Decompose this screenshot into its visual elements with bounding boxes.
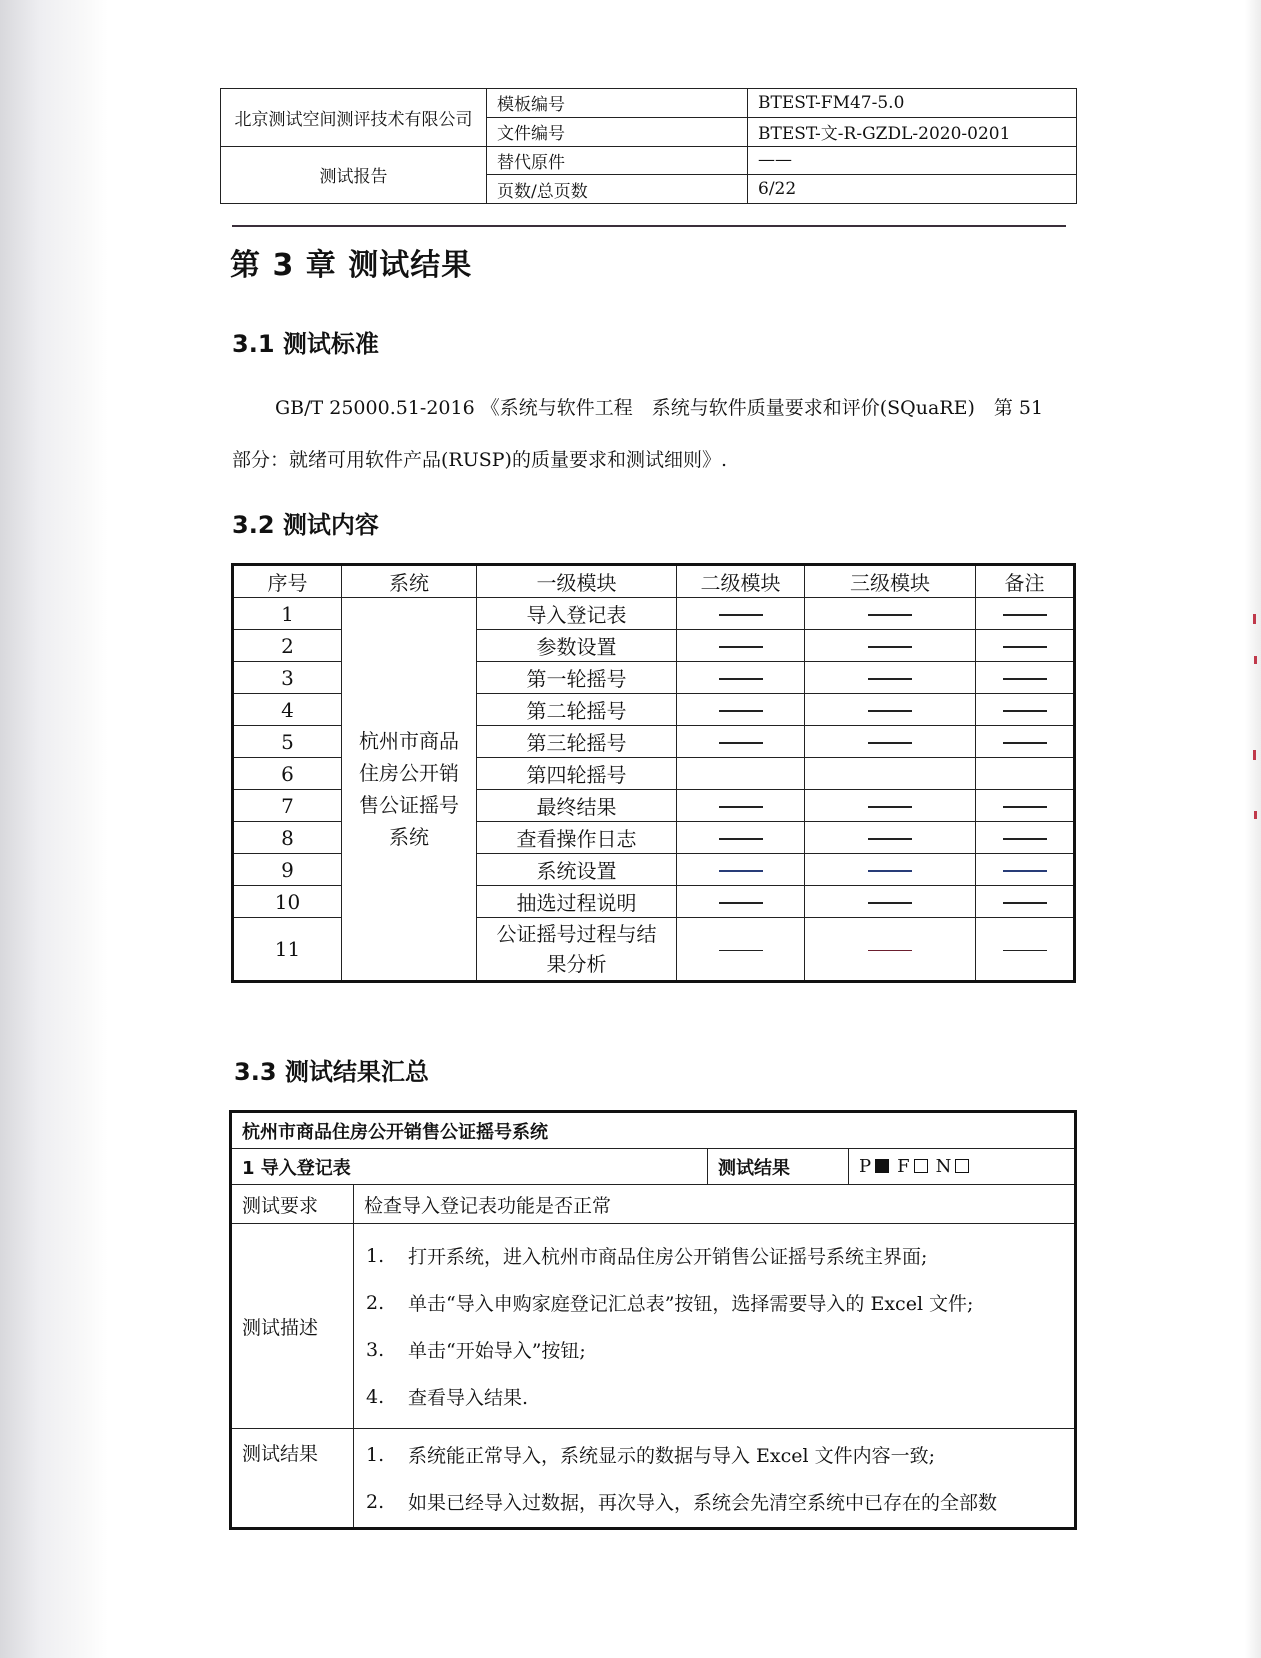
row-number: 6: [233, 758, 342, 790]
table-header-row: [233, 565, 1075, 598]
empty-dash-cell: [805, 918, 976, 982]
dash-mark: [719, 838, 763, 840]
step-number: 3.: [366, 1338, 385, 1361]
dash-mark: [868, 806, 912, 808]
empty-dash-cell: [976, 918, 1075, 982]
dash-mark: [1003, 902, 1047, 904]
description-label: 测试描述: [231, 1224, 354, 1429]
empty-dash-cell: [677, 918, 805, 982]
row-number: 5: [233, 726, 342, 758]
empty-dash-cell: [976, 694, 1075, 726]
step-number: 1.: [366, 1443, 385, 1466]
result-text-label: 测试结果: [231, 1429, 354, 1529]
module-name: 最终结果: [477, 790, 677, 822]
dash-mark: [1003, 870, 1047, 872]
list-item: [366, 1232, 1064, 1279]
scan-mark: [1253, 750, 1256, 760]
step-text: 查看导入结果.: [408, 1387, 529, 1409]
system-name-cell: [342, 598, 477, 982]
step-text: 单击“开始导入”按钮;: [408, 1340, 586, 1362]
header-label-template-no: 模板编号: [487, 89, 748, 118]
row-number: 4: [233, 694, 342, 726]
header-value-pages: 6/22: [748, 175, 1077, 204]
empty-dash-cell: [677, 598, 805, 630]
pass-checkbox-checked-icon: [875, 1159, 889, 1173]
col-header: 备注: [976, 565, 1075, 598]
row-number: 9: [233, 854, 342, 886]
row-number: 2: [233, 630, 342, 662]
col-header: 系统: [342, 565, 477, 598]
step-text: 系统能正常导入，系统显示的数据与导入 Excel 文件内容一致;: [408, 1445, 936, 1467]
step-text: 如果已经导入过数据，再次导入，系统会先清空系统中已存在的全部数: [408, 1492, 998, 1514]
step-text: 单击“导入申购家庭登记汇总表”按钮，选择需要导入的 Excel 文件;: [408, 1293, 974, 1315]
empty-dash-cell: [805, 598, 976, 630]
empty-dash-cell: [976, 790, 1075, 822]
dash-mark: [719, 678, 763, 680]
fail-label: F: [897, 1156, 910, 1177]
col-header: 二级模块: [677, 565, 805, 598]
header-label-replaces: 替代原件: [487, 146, 748, 175]
empty-dash-cell: [976, 886, 1075, 918]
list-item: [366, 1326, 1064, 1373]
standard-text-line1: GB/T 25000.51-2016 《系统与软件工程 系统与软件质量要求和评价(SQuaRE) 第 51: [275, 397, 1044, 419]
dash-mark: [1003, 710, 1047, 712]
empty-dash-cell: [677, 630, 805, 662]
system-name-line: 系统: [389, 825, 429, 849]
dash-mark: [1003, 678, 1047, 680]
system-name-row: 杭州市商品住房公开销售公证摇号系统: [231, 1112, 1076, 1149]
empty-dash-cell: [805, 854, 976, 886]
empty-dash-cell: [805, 662, 976, 694]
test-content-table: [231, 563, 1076, 983]
dash-mark: [868, 646, 912, 648]
empty-dash-cell: [805, 886, 976, 918]
empty-dash-cell: [677, 854, 805, 886]
na-checkbox-icon: [955, 1159, 969, 1173]
section-3-3-title: 3.3 测试结果汇总: [234, 1058, 429, 1086]
system-name-line: 住房公开销: [359, 761, 459, 785]
col-header: 三级模块: [805, 565, 976, 598]
dash-mark: [1003, 646, 1047, 648]
requirement-label: 测试要求: [231, 1185, 354, 1224]
empty-dash-cell: [805, 790, 976, 822]
header-label-file-no: 文件编号: [487, 117, 748, 146]
module-name-line: 公证摇号过程与结: [496, 922, 657, 946]
system-name-line: 售公证摇号: [359, 793, 459, 817]
dash-mark: [719, 950, 763, 952]
empty-dash-cell: [976, 854, 1075, 886]
dash-mark: [719, 646, 763, 648]
pass-label: P: [859, 1156, 872, 1177]
module-name: 系统设置: [477, 854, 677, 886]
step-number: 1.: [366, 1244, 385, 1267]
empty-dash-cell: [805, 822, 976, 854]
dash-mark: [719, 902, 763, 904]
empty-dash-cell: [677, 726, 805, 758]
dash-mark: [1003, 742, 1047, 744]
module-name: 第四轮摇号: [477, 758, 677, 790]
row-number: 1: [233, 598, 342, 630]
requirement-text: 检查导入登记表功能是否正常: [354, 1185, 1076, 1224]
fail-checkbox-icon: [914, 1159, 928, 1173]
module-name: 第一轮摇号: [477, 662, 677, 694]
dash-mark: [868, 950, 912, 952]
na-label: N: [935, 1156, 952, 1177]
scan-mark: [1253, 614, 1256, 624]
dash-mark: [868, 870, 912, 872]
dash-mark: [868, 710, 912, 712]
dash-mark: [868, 678, 912, 680]
header-value-file-no: BTEST-文-R-GZDL-2020-0201: [748, 117, 1077, 146]
empty-cell: [976, 758, 1075, 790]
dash-mark: [719, 806, 763, 808]
empty-dash-cell: [677, 694, 805, 726]
section-3-2-title: 3.2 测试内容: [232, 511, 379, 539]
empty-dash-cell: [976, 822, 1075, 854]
row-number: 7: [233, 790, 342, 822]
list-item: [366, 1373, 1064, 1420]
description-steps: [354, 1224, 1076, 1429]
row-number: 11: [233, 918, 342, 982]
module-name: 查看操作日志: [477, 822, 677, 854]
module-name: 第三轮摇号: [477, 726, 677, 758]
standard-text-line2: 部分：就绪可用软件产品(RUSP)的质量要求和测试细则》.: [232, 449, 727, 471]
empty-cell: [805, 758, 976, 790]
dash-mark: [1003, 614, 1047, 616]
empty-dash-cell: [976, 630, 1075, 662]
table-row: [233, 598, 1075, 630]
module-name-line: 果分析: [546, 952, 607, 976]
list-item: [366, 1279, 1064, 1326]
step-number: 2.: [366, 1490, 385, 1513]
dash-mark: [868, 902, 912, 904]
chapter-title: 第 3 章 测试结果: [230, 248, 473, 283]
empty-dash-cell: [677, 886, 805, 918]
empty-dash-cell: [677, 662, 805, 694]
result-status: [849, 1149, 1076, 1185]
empty-dash-cell: [976, 598, 1075, 630]
empty-dash-cell: [976, 726, 1075, 758]
header-divider: [232, 225, 1066, 227]
result-label: 测试结果: [708, 1149, 849, 1185]
dash-mark: [868, 742, 912, 744]
result-steps: [354, 1429, 1076, 1529]
module-name: 导入登记表: [477, 598, 677, 630]
test-result-table: [229, 1110, 1077, 1530]
test-item-title: 1 导入登记表: [231, 1149, 708, 1185]
empty-dash-cell: [805, 630, 976, 662]
document-header-table: [220, 88, 1077, 204]
dash-mark: [1003, 838, 1047, 840]
page-edge-shadow: [0, 0, 108, 1658]
dash-mark: [1003, 950, 1047, 952]
empty-cell: [677, 758, 805, 790]
row-number: 8: [233, 822, 342, 854]
document-type: 测试报告: [221, 146, 487, 204]
dash-mark: [719, 742, 763, 744]
header-value-replaces: ——: [748, 146, 1077, 175]
module-name: 第二轮摇号: [477, 694, 677, 726]
dash-mark: [719, 614, 763, 616]
empty-dash-cell: [805, 694, 976, 726]
row-number: 10: [233, 886, 342, 918]
empty-dash-cell: [677, 790, 805, 822]
empty-dash-cell: [976, 662, 1075, 694]
empty-dash-cell: [805, 726, 976, 758]
empty-dash-cell: [677, 822, 805, 854]
module-name: 参数设置: [477, 630, 677, 662]
list-item: [366, 1431, 1064, 1478]
header-value-template-no: BTEST-FM47-5.0: [748, 89, 1077, 118]
col-header: 一级模块: [477, 565, 677, 598]
dash-mark: [1003, 806, 1047, 808]
scan-mark: [1254, 811, 1257, 819]
company-name: 北京测试空间测评技术有限公司: [221, 89, 487, 147]
row-number: 3: [233, 662, 342, 694]
dash-mark: [868, 838, 912, 840]
module-name: 抽选过程说明: [477, 886, 677, 918]
module-name: [477, 918, 677, 982]
step-text: 打开系统，进入杭州市商品住房公开销售公证摇号系统主界面;: [408, 1246, 928, 1268]
col-header: 序号: [233, 565, 342, 598]
dash-mark: [719, 710, 763, 712]
section-3-1-title: 3.1 测试标准: [232, 330, 379, 358]
scan-mark: [1254, 656, 1257, 664]
page-edge-shadow-right: [1245, 0, 1261, 1658]
dash-mark: [868, 614, 912, 616]
dash-mark: [719, 870, 763, 872]
list-item: [366, 1478, 1064, 1525]
step-number: 4.: [366, 1385, 385, 1408]
step-number: 2.: [366, 1291, 385, 1314]
header-label-pages: 页数/总页数: [487, 175, 748, 204]
system-name-line: 杭州市商品: [359, 729, 459, 753]
